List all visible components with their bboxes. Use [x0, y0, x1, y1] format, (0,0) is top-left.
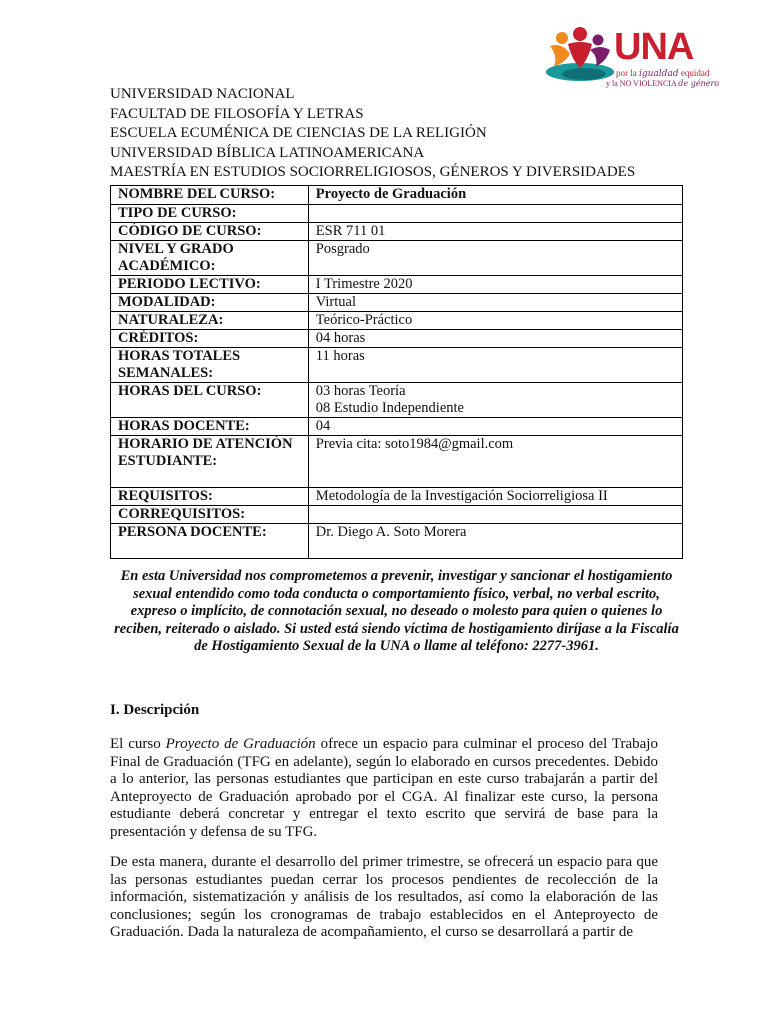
table-row — [111, 330, 683, 348]
course-info-table — [110, 185, 683, 559]
header-line-school: ESCUELA ECUMÉNICA DE CIENCIAS DE LA RELIGIÓN — [110, 125, 487, 142]
row-key: CRÉDITOS: — [111, 330, 309, 348]
section-title-descripcion: I. Descripción — [110, 702, 200, 718]
table-row — [111, 276, 683, 294]
row-key: HORAS DOCENTE: — [111, 418, 309, 436]
row-value: Dr. Diego A. Soto Morera — [308, 524, 682, 559]
row-key: TIPO DE CURSO: — [111, 205, 309, 223]
description-paragraph-1: El curso Proyecto de Graduación ofrece un espacio para culminar el proceso del Trabajo Final de Graduación (TFG en adelante), según lo elaborado en cursos precedentes. Debido a lo anterior, las personas estudiantes que participan en este curso trabajarán a partir del Anteproyecto de Graduación aprobado por el CGA. Al finalizar este curso, la persona estudiante deberá concretar y entregar el texto escrito que servirá de base para la presentación y defensa de su TFG. — [110, 736, 658, 840]
logo-tagline-2: y la NO VIOLENCIA de género — [606, 79, 720, 88]
row-key: HORARIO DE ATENCIÓN ESTUDIANTE: — [111, 436, 309, 488]
table-row — [111, 418, 683, 436]
document-header — [110, 85, 635, 183]
row-value: Previa cita: soto1984@gmail.com — [308, 436, 682, 488]
table-row — [111, 186, 683, 205]
row-value: 11 horas — [308, 348, 682, 383]
row-key: PERIODO LECTIVO: — [111, 276, 309, 294]
table-row — [111, 506, 683, 524]
row-value: 04 — [308, 418, 682, 436]
row-key: NIVEL Y GRADO ACADÉMICO: — [111, 241, 309, 276]
row-value: Virtual — [308, 294, 682, 312]
row-value: Metodología de la Investigación Sociorreligiosa II — [308, 488, 682, 506]
row-value-line: 08 Estudio Independiente — [315, 400, 464, 416]
header-line-ubl: UNIVERSIDAD BÍBLICA LATINOAMERICANA — [110, 144, 425, 161]
logo-wordmark: UNA — [614, 26, 694, 68]
row-key: CÓDIGO DE CURSO: — [111, 223, 309, 241]
description-paragraph-2: De esta manera, durante el desarrollo del primer trimestre, se ofrecerá un espacio para que las personas estudiantes puedan cerrar los procesos pendientes de recolección de la información, sistematización y análisis de los resultados, así como la elaboración de las conclusiones; según los cronogramas de trabajo establecidos en el Anteproyecto de Graduación. Dada la naturaleza de acompañamiento, el curso se desarrollará a partir de — [110, 854, 658, 941]
harassment-notice: En esta Universidad nos comprometemos a prevenir, investigar y sancionar el hostigamiento sexual entendido como toda conducta o comportamiento físico, verbal, no verbal escrito, expreso o implícito, de connotación sexual, no deseado o molesto para quien o quienes lo reciben, reiterado o aislado. Si usted está siendo víctima de hostigamiento diríjase a la Fiscalía de Hostigamiento Sexual de la UNA o llame al teléfono: 2277-3961. — [114, 568, 679, 655]
row-key: REQUISITOS: — [111, 488, 309, 506]
row-value — [308, 383, 682, 418]
header-line-faculty: FACULTAD DE FILOSOFÍA Y LETRAS — [110, 105, 364, 122]
table-row — [111, 348, 683, 383]
header-line-program: MAESTRÍA EN ESTUDIOS SOCIORRELIGIOSOS, GÉNEROS Y DIVERSIDADES — [110, 164, 636, 181]
header-line-university: UNIVERSIDAD NACIONAL — [110, 86, 295, 102]
row-value: Posgrado — [308, 241, 682, 276]
row-key: HORAS TOTALES SEMANALES: — [111, 348, 309, 383]
table-row — [111, 312, 683, 330]
row-key: MODALIDAD: — [111, 294, 309, 312]
row-value: Teórico-Práctico — [308, 312, 682, 330]
row-key: PERSONA DOCENTE: — [111, 524, 309, 559]
table-row — [111, 383, 683, 418]
una-logo — [540, 24, 720, 88]
row-key: HORAS DEL CURSO: — [111, 383, 309, 418]
row-value — [308, 205, 682, 223]
row-key: NATURALEZA: — [111, 312, 309, 330]
table-row — [111, 294, 683, 312]
table-row — [111, 241, 683, 276]
row-key: CORREQUISITOS: — [111, 506, 309, 524]
table-row — [111, 205, 683, 223]
row-value: Proyecto de Graduación — [308, 186, 682, 205]
row-value: ESR 711 01 — [308, 223, 682, 241]
table-row — [111, 524, 683, 559]
table-row — [111, 436, 683, 488]
row-value-line: 03 horas Teoría — [315, 383, 406, 399]
table-row — [111, 488, 683, 506]
logo-tagline-1: por la igualdad equidad — [616, 68, 710, 79]
row-value: 04 horas — [308, 330, 682, 348]
row-key: NOMBRE DEL CURSO: — [111, 186, 309, 205]
table-row — [111, 223, 683, 241]
row-value: I Trimestre 2020 — [308, 276, 682, 294]
row-value — [308, 506, 682, 524]
